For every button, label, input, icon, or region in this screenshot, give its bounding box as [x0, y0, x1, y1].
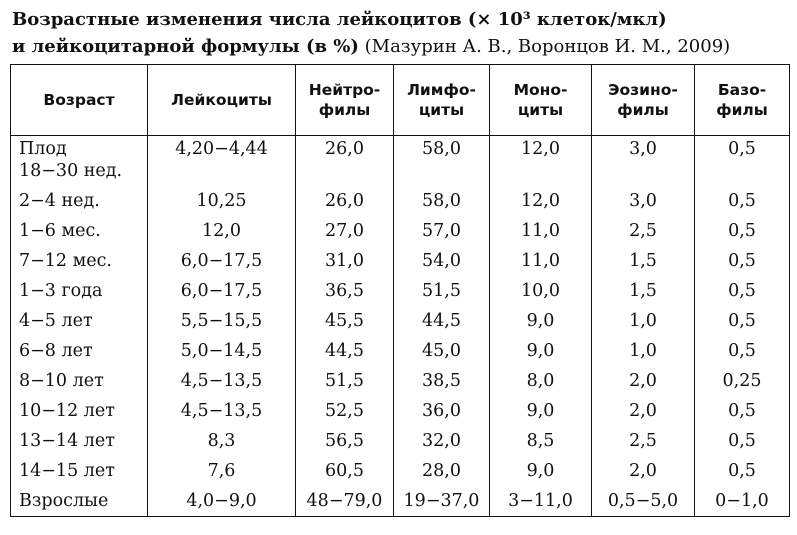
cell-basophils: 0−1,0	[695, 486, 790, 517]
cell-leukocytes: 6,0−17,5	[148, 246, 296, 276]
cell-age: 7−12 мес.	[11, 246, 148, 276]
title-line-2	[12, 33, 792, 60]
table-row	[11, 486, 790, 517]
cell-basophils: 0,5	[695, 246, 790, 276]
cell-age: 8−10 лет	[11, 366, 148, 396]
cell-neutrophils: 26,0	[296, 186, 394, 216]
table-body	[11, 136, 790, 517]
cell-basophils: 0,5	[695, 456, 790, 486]
cell-lymphocytes: 28,0	[394, 456, 490, 486]
table-row	[11, 216, 790, 246]
column-header-eosinophils: Эозино- филы	[592, 65, 695, 136]
cell-basophils: 0,25	[695, 366, 790, 396]
cell-basophils: 0,5	[695, 276, 790, 306]
cell-lymphocytes: 36,0	[394, 396, 490, 426]
cell-lymphocytes: 57,0	[394, 216, 490, 246]
cell-basophils: 0,5	[695, 186, 790, 216]
cell-neutrophils: 36,5	[296, 276, 394, 306]
cell-leukocytes: 8,3	[148, 426, 296, 456]
cell-leukocytes: 7,6	[148, 456, 296, 486]
cell-basophils: 0,5	[695, 336, 790, 366]
column-header-lymphocytes: Лимфо- циты	[394, 65, 490, 136]
table-row	[11, 426, 790, 456]
cell-age: 13−14 лет	[11, 426, 148, 456]
cell-basophils: 0,5	[695, 216, 790, 246]
cell-neutrophils: 31,0	[296, 246, 394, 276]
column-header-neutrophils: Нейтро- филы	[296, 65, 394, 136]
cell-lymphocytes: 58,0	[394, 136, 490, 187]
cell-age: 1−3 года	[11, 276, 148, 306]
cell-monocytes: 8,5	[490, 426, 592, 456]
leukocyte-table	[10, 64, 790, 517]
cell-eosinophils: 1,5	[592, 276, 695, 306]
cell-neutrophils: 60,5	[296, 456, 394, 486]
cell-eosinophils: 2,5	[592, 216, 695, 246]
cell-basophils: 0,5	[695, 136, 790, 187]
cell-monocytes: 12,0	[490, 136, 592, 187]
cell-age: Взрослые	[11, 486, 148, 517]
cell-eosinophils: 2,0	[592, 396, 695, 426]
cell-eosinophils: 0,5−5,0	[592, 486, 695, 517]
cell-monocytes: 10,0	[490, 276, 592, 306]
cell-neutrophils: 56,5	[296, 426, 394, 456]
cell-eosinophils: 2,0	[592, 456, 695, 486]
table-row	[11, 306, 790, 336]
cell-eosinophils: 3,0	[592, 186, 695, 216]
cell-neutrophils: 45,5	[296, 306, 394, 336]
cell-neutrophils: 48−79,0	[296, 486, 394, 517]
cell-eosinophils: 1,5	[592, 246, 695, 276]
cell-leukocytes: 4,5−13,5	[148, 366, 296, 396]
cell-monocytes: 9,0	[490, 306, 592, 336]
cell-leukocytes: 12,0	[148, 216, 296, 246]
cell-neutrophils: 26,0	[296, 136, 394, 187]
cell-age: 14−15 лет	[11, 456, 148, 486]
cell-lymphocytes: 45,0	[394, 336, 490, 366]
cell-lymphocytes: 51,5	[394, 276, 490, 306]
cell-lymphocytes: 32,0	[394, 426, 490, 456]
column-header-monocytes: Моно- циты	[490, 65, 592, 136]
cell-monocytes: 11,0	[490, 216, 592, 246]
column-header-basophils: Базо- филы	[695, 65, 790, 136]
cell-monocytes: 3−11,0	[490, 486, 592, 517]
cell-monocytes: 9,0	[490, 396, 592, 426]
cell-eosinophils: 2,0	[592, 366, 695, 396]
title-source-citation: (Мазурин А. В., Воронцов И. М., 2009)	[364, 36, 731, 57]
cell-basophils: 0,5	[695, 306, 790, 336]
cell-leukocytes: 4,5−13,5	[148, 396, 296, 426]
table-row	[11, 246, 790, 276]
table-row	[11, 186, 790, 216]
cell-age: 4−5 лет	[11, 306, 148, 336]
cell-monocytes: 11,0	[490, 246, 592, 276]
cell-monocytes: 8,0	[490, 366, 592, 396]
table-row	[11, 136, 790, 187]
cell-neutrophils: 44,5	[296, 336, 394, 366]
cell-eosinophils: 3,0	[592, 136, 695, 187]
table-row	[11, 456, 790, 486]
cell-leukocytes: 4,20−4,44	[148, 136, 296, 187]
cell-leukocytes: 5,0−14,5	[148, 336, 296, 366]
table-row	[11, 276, 790, 306]
cell-leukocytes: 6,0−17,5	[148, 276, 296, 306]
cell-age: Плод 18−30 нед.	[11, 136, 148, 187]
column-header-age: Возраст	[11, 65, 148, 136]
cell-eosinophils: 2,5	[592, 426, 695, 456]
table-header-row	[11, 65, 790, 136]
cell-leukocytes: 4,0−9,0	[148, 486, 296, 517]
cell-eosinophils: 1,0	[592, 306, 695, 336]
cell-monocytes: 9,0	[490, 456, 592, 486]
cell-basophils: 0,5	[695, 396, 790, 426]
cell-lymphocytes: 54,0	[394, 246, 490, 276]
cell-eosinophils: 1,0	[592, 336, 695, 366]
column-header-leukocytes: Лейкоциты	[148, 65, 296, 136]
title-line-1: Возрастные изменения числа лейкоцитов (× 10³ клеток/мкл)	[12, 9, 667, 30]
table-title	[12, 6, 792, 60]
table-row	[11, 366, 790, 396]
cell-neutrophils: 27,0	[296, 216, 394, 246]
cell-neutrophils: 52,5	[296, 396, 394, 426]
cell-age: 2−4 нед.	[11, 186, 148, 216]
cell-monocytes: 12,0	[490, 186, 592, 216]
cell-leukocytes: 5,5−15,5	[148, 306, 296, 336]
cell-monocytes: 9,0	[490, 336, 592, 366]
cell-age: 10−12 лет	[11, 396, 148, 426]
cell-lymphocytes: 58,0	[394, 186, 490, 216]
cell-neutrophils: 51,5	[296, 366, 394, 396]
table-row	[11, 396, 790, 426]
cell-age: 6−8 лет	[11, 336, 148, 366]
cell-lymphocytes: 19−37,0	[394, 486, 490, 517]
cell-lymphocytes: 38,5	[394, 366, 490, 396]
title-line-2-bold: и лейкоцитарной формулы (в %)	[12, 36, 359, 57]
cell-basophils: 0,5	[695, 426, 790, 456]
cell-leukocytes: 10,25	[148, 186, 296, 216]
cell-lymphocytes: 44,5	[394, 306, 490, 336]
table-row	[11, 336, 790, 366]
cell-age: 1−6 мес.	[11, 216, 148, 246]
